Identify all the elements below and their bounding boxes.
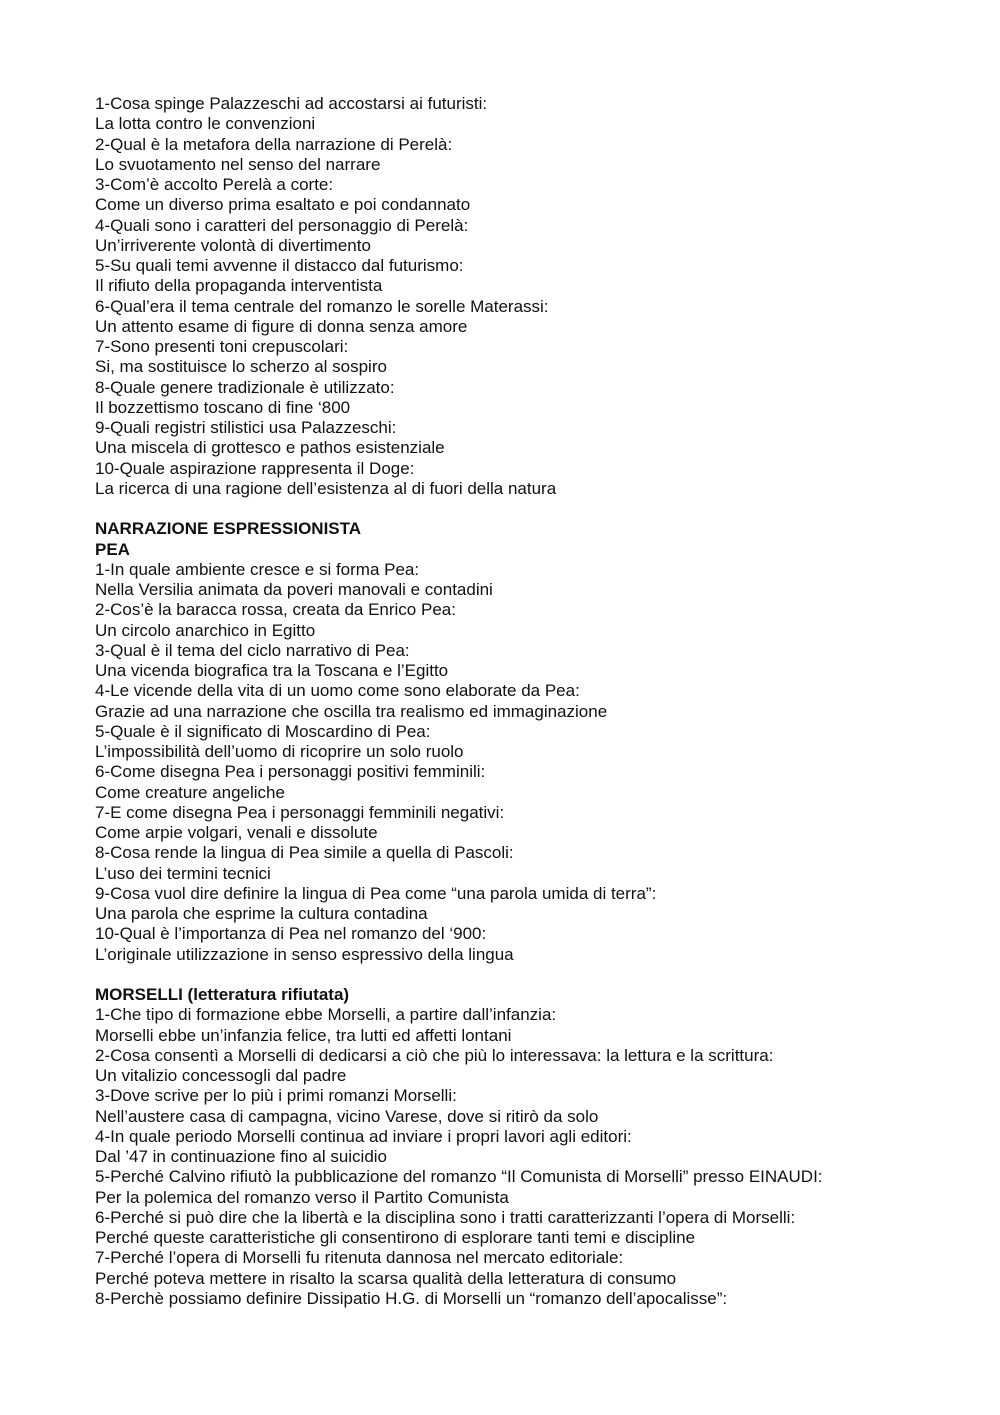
answer-line: Perché poteva mettere in risalto la scarsa qualità della letteratura di consumo	[95, 1268, 677, 1288]
question-line: 10-Qual è l’importanza di Pea nel romanzo del ‘900:	[95, 924, 487, 944]
question-line: 2-Cos’è la baracca rossa, creata da Enrico Pea:	[95, 600, 456, 620]
answer-line: Il rifiuto della propaganda interventista	[95, 276, 383, 296]
question-line: 8-Quale genere tradizionale è utilizzato:	[95, 377, 395, 397]
question-line: 4-Quali sono i caratteri del personaggio di Perelà:	[95, 215, 469, 235]
section-heading: NARRAZIONE ESPRESSIONISTA	[95, 519, 362, 539]
answer-line: Un attento esame di figure di donna senza amore	[95, 316, 468, 336]
question-line: 2-Cosa consentì a Morselli di dedicarsi a ciò che più lo interessava: la lettura e la scrittura:	[95, 1045, 774, 1065]
answer-line: Come un diverso prima esaltato e poi condannato	[95, 195, 471, 215]
section-subheading: PEA	[95, 539, 130, 559]
answer-line: L’originale utilizzazione in senso espressivo della lingua	[95, 944, 514, 964]
question-line: 4-Le vicende della vita di un uomo come sono elaborate da Pea:	[95, 681, 580, 701]
question-line: 1-In quale ambiente cresce e si forma Pea:	[95, 559, 420, 579]
question-line: 5-Perché Calvino rifiutò la pubblicazione del romanzo “Il Comunista di Morselli” presso EINAUDI:	[95, 1167, 823, 1187]
question-line: 3-Dove scrive per lo più i primi romanzi Morselli:	[95, 1086, 457, 1106]
morselli-section	[95, 985, 975, 1309]
question-line: 10-Quale aspirazione rappresenta il Doge:	[95, 458, 415, 478]
question-line: 6-Qual’era il tema centrale del romanzo le sorelle Materassi:	[95, 296, 549, 316]
answer-line: Una parola che esprime la cultura contadina	[95, 904, 428, 923]
section-spacer	[95, 965, 975, 985]
document-page	[95, 94, 975, 1309]
question-line: 7-E come disegna Pea i personaggi femminili negativi:	[95, 802, 505, 822]
question-line: 7-Sono presenti toni crepuscolari:	[95, 337, 349, 356]
answer-line: Nell’austere casa di campagna, vicino Varese, dove si ritirò da solo	[95, 1106, 599, 1126]
question-line: 3-Qual è il tema del ciclo narrativo di Pea:	[95, 640, 410, 660]
question-line: 5-Su quali temi avvenne il distacco dal futurismo:	[95, 256, 464, 275]
question-line: 3-Com’è accolto Perelà a corte:	[95, 175, 334, 194]
section-heading: MORSELLI (letteratura rifiutata)	[95, 985, 350, 1004]
question-line: 4-In quale periodo Morselli continua ad inviare i propri lavori agli editori:	[95, 1126, 632, 1146]
answer-line: Il bozzettismo toscano di fine ‘800	[95, 397, 351, 417]
answer-line: Lo svuotamento nel senso del narrare	[95, 154, 381, 174]
intro-qa-list	[95, 94, 975, 499]
question-line: 6-Perché si può dire che la libertà e la disciplina sono i tratti caratterizzanti l’opera di Morselli:	[95, 1207, 796, 1227]
answer-line: Un vitalizio concessogli dal padre	[95, 1066, 347, 1085]
answer-line: L’impossibilità dell’uomo di ricoprire un solo ruolo	[95, 742, 464, 761]
section-spacer	[95, 499, 975, 519]
question-line: 2-Qual è la metafora della narrazione di Perelà:	[95, 134, 453, 154]
answer-line: Un’irriverente volontà di divertimento	[95, 235, 371, 255]
question-line: 8-Cosa rende la lingua di Pea simile a quella di Pascoli:	[95, 843, 514, 863]
answer-line: Per la polemica del romanzo verso il Partito Comunista	[95, 1187, 509, 1207]
answer-line: Un circolo anarchico in Egitto	[95, 620, 316, 640]
question-line: 7-Perché l’opera di Morselli fu ritenuta dannosa nel mercato editoriale:	[95, 1248, 624, 1268]
answer-line: La ricerca di una ragione dell’esistenza al di fuori della natura	[95, 478, 557, 498]
answer-line: Si, ma sostituisce lo scherzo al sospiro	[95, 357, 387, 377]
answer-line: Grazie ad una narrazione che oscilla tra realismo ed immaginazione	[95, 701, 608, 721]
answer-line: Perché queste caratteristiche gli consentirono di esplorare tanti temi e discipline	[95, 1228, 696, 1247]
answer-line: Morselli ebbe un’infanzia felice, tra lutti ed affetti lontani	[95, 1025, 512, 1045]
question-line: 9-Quali registri stilistici usa Palazzeschi:	[95, 418, 397, 437]
answer-line: Come creature angeliche	[95, 782, 285, 802]
answer-line: Nella Versilia animata da poveri manovali e contadini	[95, 580, 493, 599]
question-line: 6-Come disegna Pea i personaggi positivi femminili:	[95, 762, 486, 782]
pea-section	[95, 519, 975, 965]
answer-line: Come arpie volgari, venali e dissolute	[95, 823, 378, 842]
answer-line: Una vicenda biografica tra la Toscana e l’Egitto	[95, 661, 449, 680]
question-line: 1-Che tipo di formazione ebbe Morselli, a partire dall’infanzia:	[95, 1005, 557, 1025]
question-line: 8-Perchè possiamo definire Dissipatio H.G. di Morselli un “romanzo dell’apocalisse”:	[95, 1288, 728, 1308]
question-line: 1-Cosa spinge Palazzeschi ad accostarsi ai futuristi:	[95, 94, 488, 113]
answer-line: L’uso dei termini tecnici	[95, 863, 271, 883]
answer-line: Una miscela di grottesco e pathos esistenziale	[95, 438, 445, 458]
answer-line: Dal ’47 in continuazione fino al suicidio	[95, 1147, 388, 1166]
question-line: 5-Quale è il significato di Moscardino di Pea:	[95, 721, 431, 741]
question-line: 9-Cosa vuol dire definire la lingua di Pea come “una parola umida di terra”:	[95, 883, 657, 903]
answer-line: La lotta contro le convenzioni	[95, 114, 316, 134]
